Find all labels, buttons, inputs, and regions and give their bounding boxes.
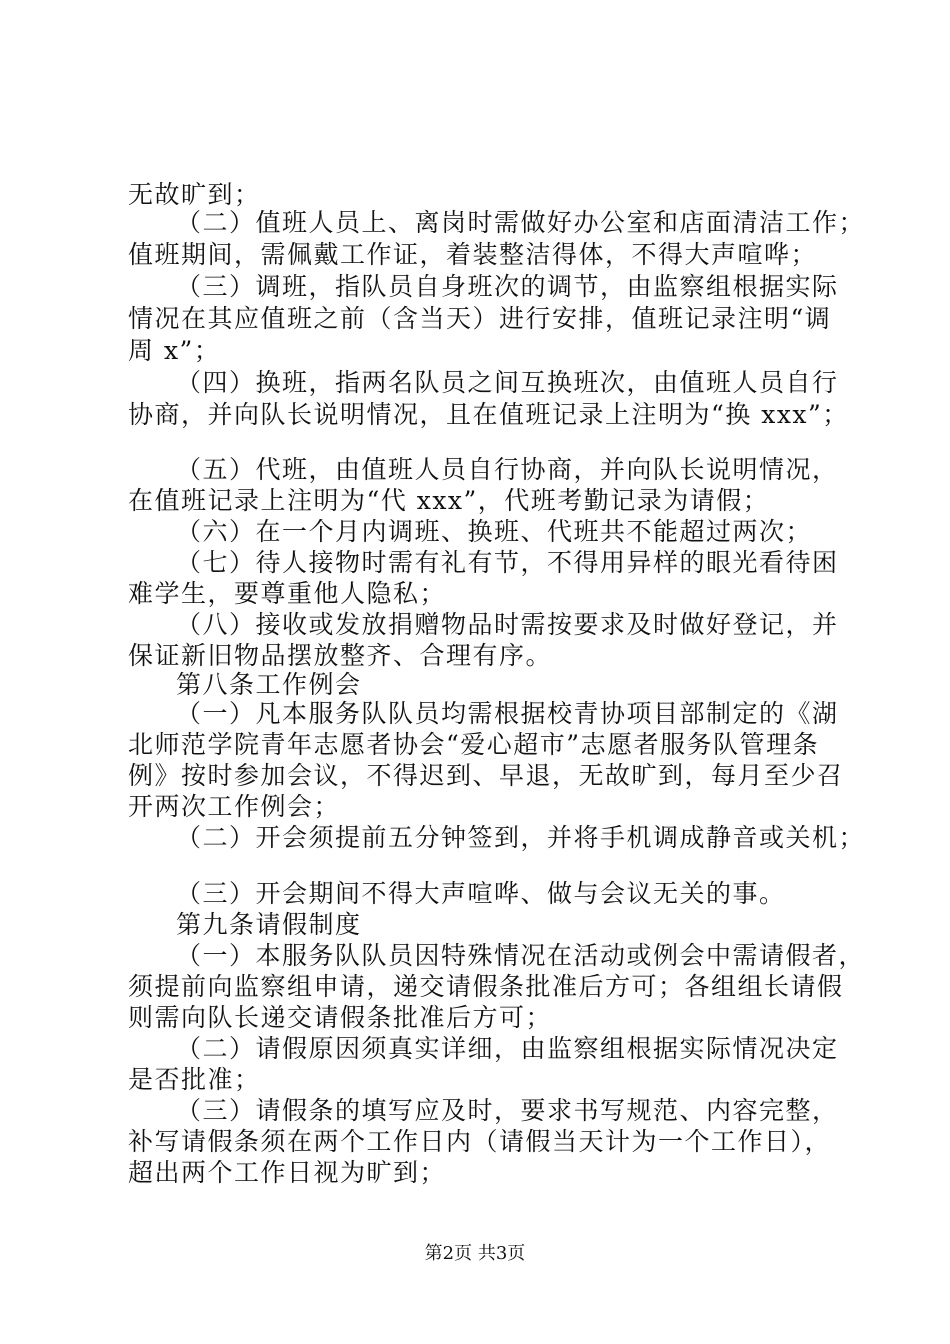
- text-line: 则需向队长递交请假条批准后方可；: [128, 1003, 553, 1032]
- text-line: （六）在一个月内调班、换班、代班共不能超过两次；: [176, 517, 813, 546]
- text-line: 超出两个工作日视为旷到；: [128, 1158, 447, 1187]
- text-line: 北师范学院青年志愿者协会“爱心超市”志愿者服务队管理条: [128, 730, 820, 759]
- text-line: 是否批准；: [128, 1065, 261, 1094]
- text-line: （一）凡本服务队队员均需根据校青协项目部制定的《湖: [176, 699, 839, 728]
- text-line: 无故旷到；: [128, 180, 261, 209]
- text-line: （二）开会须提前五分钟签到，并将手机调成静音或关机；: [176, 823, 866, 852]
- text-line: （四）换班，指两名队员之间互换班次，由值班人员自行: [176, 368, 839, 397]
- text-line: （三）开会期间不得大声喧哗、做与会议无关的事。: [176, 879, 786, 908]
- text-line: 情况在其应值班之前（含当天）进行安排，值班记录注明“调: [128, 304, 832, 333]
- text-line: （三）调班，指队员自身班次的调节，由监察组根据实际: [176, 272, 839, 301]
- text-line: 须提前向监察组申请，递交请假条批准后方可；各组组长请假: [128, 972, 844, 1001]
- text-line: 协商，并向队长说明情况，且在值班记录上注明为“换 xxx”；: [128, 400, 849, 429]
- text-line: 例》按时参加会议，不得迟到、早退，无故旷到，每月至少召: [128, 761, 844, 790]
- text-line: 在值班记录上注明为“代 xxx”，代班考勤记录为请假；: [128, 486, 770, 515]
- text-line: 难学生，要尊重他人隐私；: [128, 579, 447, 608]
- text-line: 值班期间，需佩戴工作证，着装整洁得体，不得大声喧哗；: [128, 240, 818, 269]
- text-line: （一）本服务队队员因特殊情况在活动或例会中需请假者，: [176, 941, 866, 970]
- text-line: 补写请假条须在两个工作日内（请假当天计为一个工作日），: [128, 1127, 832, 1156]
- text-line: （二）值班人员上、离岗时需做好办公室和店面清洁工作；: [176, 208, 866, 237]
- page-footer: 第2页 共3页: [424, 1243, 526, 1264]
- text-line: （三）请假条的填写应及时，要求书写规范、内容完整，: [176, 1096, 839, 1125]
- text-line: 周 x”；: [128, 336, 221, 365]
- text-line: （五）代班，由值班人员自行协商，并向队长说明情况，: [176, 455, 839, 484]
- text-line: （八）接收或发放捐赠物品时需按要求及时做好登记，并: [176, 610, 839, 639]
- text-line: （二）请假原因须真实详细，由监察组根据实际情况决定: [176, 1034, 839, 1063]
- text-line: 开两次工作例会；: [128, 792, 341, 821]
- section-heading: 第九条请假制度: [176, 910, 362, 939]
- section-heading: 第八条工作例会: [176, 670, 362, 699]
- text-line: （七）待人接物时需有礼有节，不得用异样的眼光看待困: [176, 548, 839, 577]
- text-line: 保证新旧物品摆放整齐、合理有序。: [128, 641, 553, 670]
